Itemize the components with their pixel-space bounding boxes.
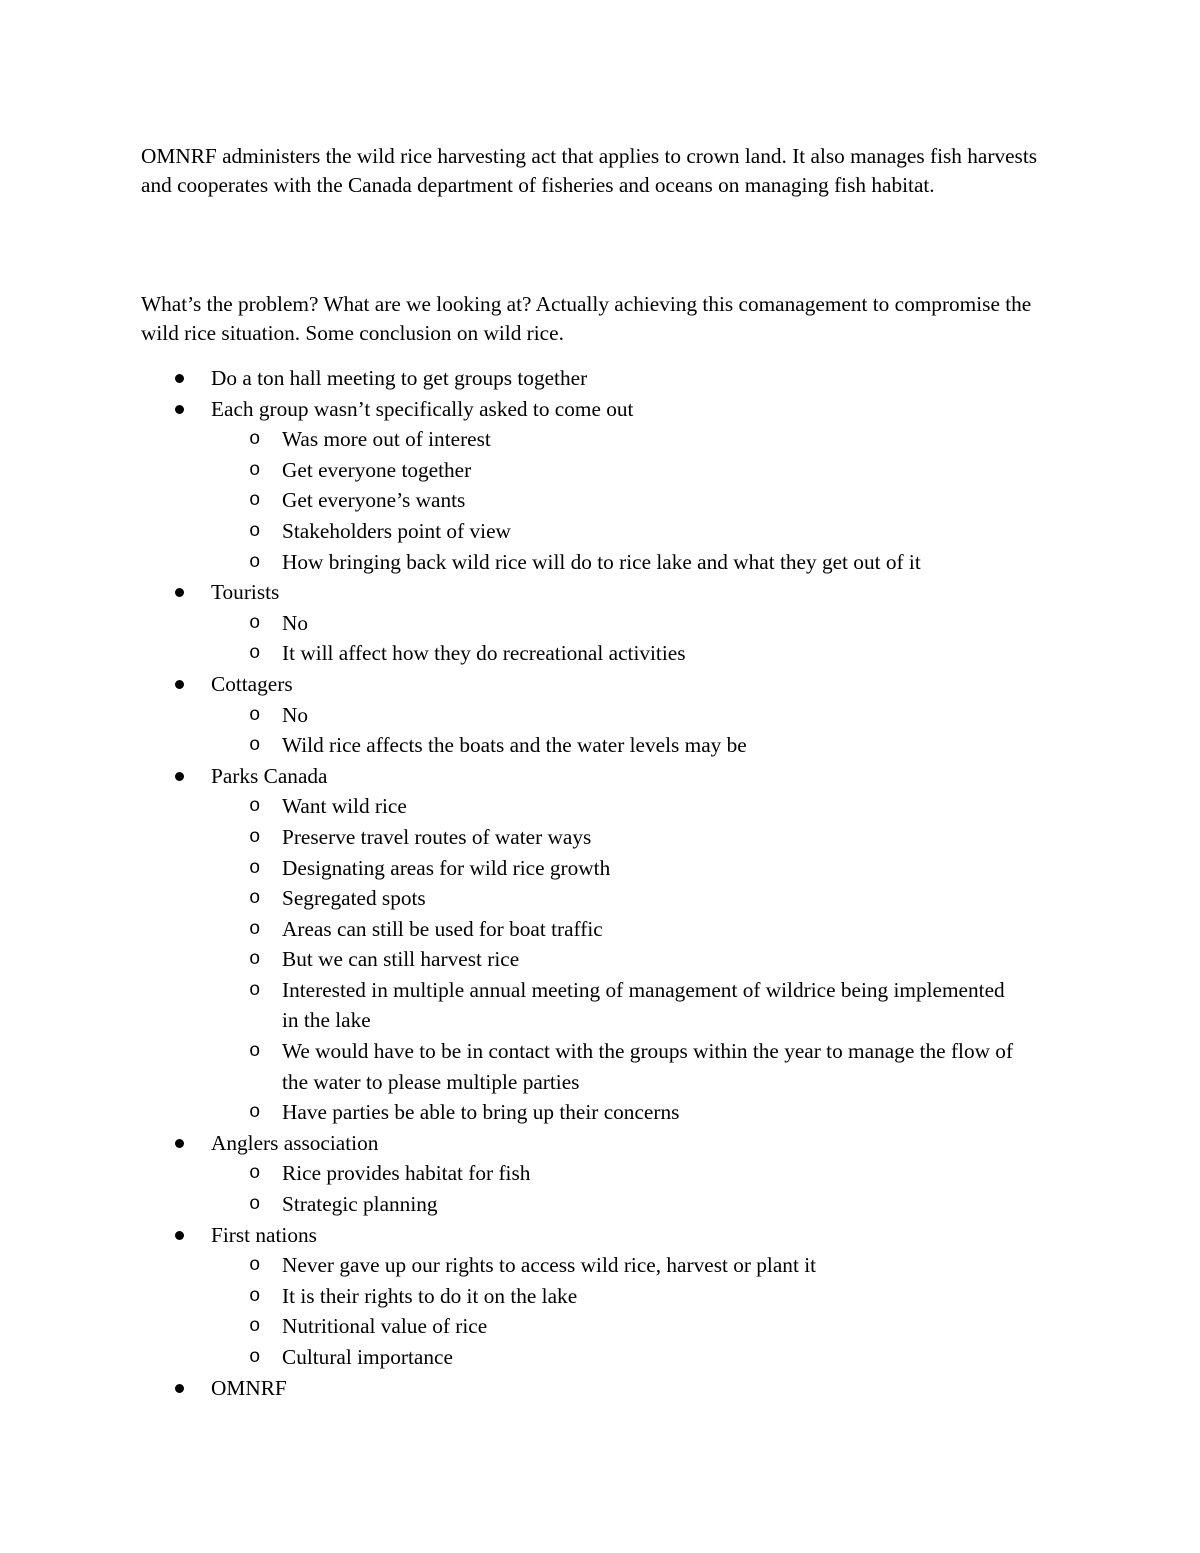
- sub-bullet-item: [211, 1281, 1022, 1312]
- sub-bullet-item: [211, 914, 1022, 945]
- sub-bullet-label: Cultural importance: [282, 1345, 453, 1369]
- problem-paragraph: What’s the problem? What are we looking at? Actually achieving this comanagement to compromise the wild rice situation. Some conclusion on wild rice.: [141, 292, 1032, 345]
- bullet-item: [141, 1220, 1071, 1373]
- bullet-dot-icon: [175, 772, 184, 781]
- sub-bullet-label: But we can still harvest rice: [282, 947, 520, 972]
- sub-bullet-label: It is their rights to do it on the lake: [282, 1283, 578, 1308]
- sub-bullet-item: [211, 516, 1022, 547]
- sub-bullet-label: Segregated spots: [282, 886, 426, 911]
- bullet-dot-icon: [175, 374, 184, 383]
- hollow-circle-bullet-icon: o: [249, 856, 261, 879]
- sub-bullet-list: [211, 424, 1071, 577]
- bullet-item: [141, 363, 1071, 394]
- hollow-circle-bullet-icon: o: [249, 887, 261, 910]
- bullet-label: Tourists: [211, 580, 280, 605]
- bullet-label: Cottagers: [211, 671, 293, 696]
- sub-bullet-item: [211, 1097, 1022, 1128]
- sub-bullet-item: [211, 424, 1022, 455]
- hollow-circle-bullet-icon: o: [249, 1315, 261, 1338]
- hollow-circle-bullet-icon: o: [249, 1040, 261, 1063]
- sub-bullet-label: Rice provides habitat for fish: [282, 1161, 531, 1186]
- bullet-item: [141, 669, 1071, 761]
- hollow-circle-bullet-icon: o: [249, 825, 261, 848]
- bullet-label: OMNRF: [211, 1375, 287, 1400]
- hollow-circle-bullet-icon: o: [249, 703, 261, 726]
- hollow-circle-bullet-icon: o: [249, 917, 261, 940]
- hollow-circle-bullet-icon: o: [249, 978, 261, 1001]
- sub-bullet-label: Interested in multiple annual meeting of management of wildrice being implemented in the lake: [282, 977, 1005, 1033]
- sub-bullet-list: [211, 608, 1071, 669]
- sub-bullet-item: [211, 1189, 1022, 1220]
- sub-bullet-item: [211, 547, 1022, 578]
- bullet-item: [141, 1373, 1071, 1404]
- sub-bullet-item: [211, 730, 1022, 761]
- sub-bullet-label: Wild rice affects the boats and the water levels may be: [282, 733, 747, 758]
- sub-bullet-list: [211, 791, 1071, 1128]
- stakeholder-bullet-list: [141, 363, 1071, 1403]
- sub-bullet-item: [211, 853, 1022, 884]
- hollow-circle-bullet-icon: o: [249, 611, 261, 634]
- hollow-circle-bullet-icon: o: [249, 550, 261, 573]
- sub-bullet-label: We would have to be in contact with the groups within the year to manage the flow of the water to please multiple parties: [282, 1039, 1014, 1094]
- bullet-item: [141, 577, 1071, 669]
- bullet-item: [141, 761, 1071, 1128]
- bullet-item: [141, 1128, 1071, 1220]
- bullet-dot-icon: [175, 1384, 184, 1393]
- bullet-label: Parks Canada: [211, 763, 328, 788]
- sub-bullet-label: Get everyone’s wants: [282, 488, 466, 513]
- sub-bullet-label: Get everyone together: [282, 457, 472, 482]
- sub-bullet-label: No: [282, 702, 309, 727]
- sub-bullet-label: Designating areas for wild rice growth: [282, 855, 611, 880]
- bullet-dot-icon: [175, 588, 184, 597]
- sub-bullet-label: Strategic planning: [282, 1192, 438, 1217]
- sub-bullet-label: Preserve travel routes of water ways: [282, 824, 592, 849]
- hollow-circle-bullet-icon: o: [249, 1346, 261, 1368]
- sub-bullet-item: [211, 608, 1022, 639]
- hollow-circle-bullet-icon: o: [249, 1284, 261, 1307]
- hollow-circle-bullet-icon: o: [249, 642, 261, 665]
- sub-bullet-item: [211, 944, 1022, 975]
- hollow-circle-bullet-icon: o: [249, 428, 261, 451]
- sub-bullet-label: How bringing back wild rice will do to rice lake and what they get out of it: [282, 549, 921, 574]
- bullet-label: First nations: [211, 1222, 317, 1247]
- bullet-label: Do a ton hall meeting to get groups together: [211, 366, 588, 390]
- sub-bullet-label: Have parties be able to bring up their concerns: [282, 1100, 680, 1125]
- sub-bullet-label: Areas can still be used for boat traffic: [282, 916, 603, 941]
- sub-bullet-item: [211, 1342, 1022, 1373]
- hollow-circle-bullet-icon: o: [249, 1101, 261, 1124]
- sub-bullet-label: It will affect how they do recreational activities: [282, 641, 686, 666]
- hollow-circle-bullet-icon: o: [249, 1254, 261, 1277]
- bullet-dot-icon: [175, 405, 184, 414]
- sub-bullet-item: [211, 1036, 1022, 1097]
- sub-bullet-item: [211, 791, 1022, 822]
- sub-bullet-item: [211, 455, 1022, 486]
- hollow-circle-bullet-icon: o: [249, 795, 261, 818]
- sub-bullet-list: [211, 1250, 1071, 1372]
- hollow-circle-bullet-icon: o: [249, 948, 261, 971]
- sub-bullet-item: [211, 975, 1022, 1036]
- sub-bullet-item: [211, 1158, 1022, 1189]
- intro-paragraph: OMNRF administers the wild rice harvesting act that applies to crown land. It also manages fish harvests and cooperates with the Canada department of fisheries and oceans on managing fish habitat.: [141, 144, 1038, 197]
- bullet-item: [141, 394, 1071, 578]
- sub-bullet-label: No: [282, 610, 309, 635]
- bullet-dot-icon: [175, 1139, 184, 1148]
- sub-bullet-item: [211, 822, 1022, 853]
- bullet-dot-icon: [175, 680, 184, 689]
- hollow-circle-bullet-icon: o: [249, 1193, 261, 1216]
- sub-bullet-label: Was more out of interest: [282, 427, 491, 452]
- sub-bullet-label: Nutritional value of rice: [282, 1314, 488, 1339]
- sub-bullet-item: [211, 883, 1022, 914]
- sub-bullet-label: Want wild rice: [282, 794, 407, 819]
- sub-bullet-item: [211, 1311, 1022, 1342]
- hollow-circle-bullet-icon: o: [249, 1162, 261, 1185]
- hollow-circle-bullet-icon: o: [249, 489, 261, 512]
- sub-bullet-list: [211, 1158, 1071, 1219]
- bullet-label: Each group wasn’t specifically asked to come out: [211, 396, 634, 421]
- sub-bullet-list: [211, 700, 1071, 761]
- bullet-label: Anglers association: [211, 1130, 379, 1155]
- sub-bullet-item: [211, 485, 1022, 516]
- bullet-dot-icon: [175, 1231, 184, 1240]
- hollow-circle-bullet-icon: o: [249, 519, 261, 542]
- hollow-circle-bullet-icon: o: [249, 734, 261, 757]
- sub-bullet-item: [211, 700, 1022, 731]
- sub-bullet-item: [211, 1250, 1022, 1281]
- sub-bullet-label: Never gave up our rights to access wild rice, harvest or plant it: [282, 1253, 817, 1278]
- sub-bullet-item: [211, 638, 1022, 669]
- hollow-circle-bullet-icon: o: [249, 458, 261, 481]
- sub-bullet-label: Stakeholders point of view: [282, 518, 511, 543]
